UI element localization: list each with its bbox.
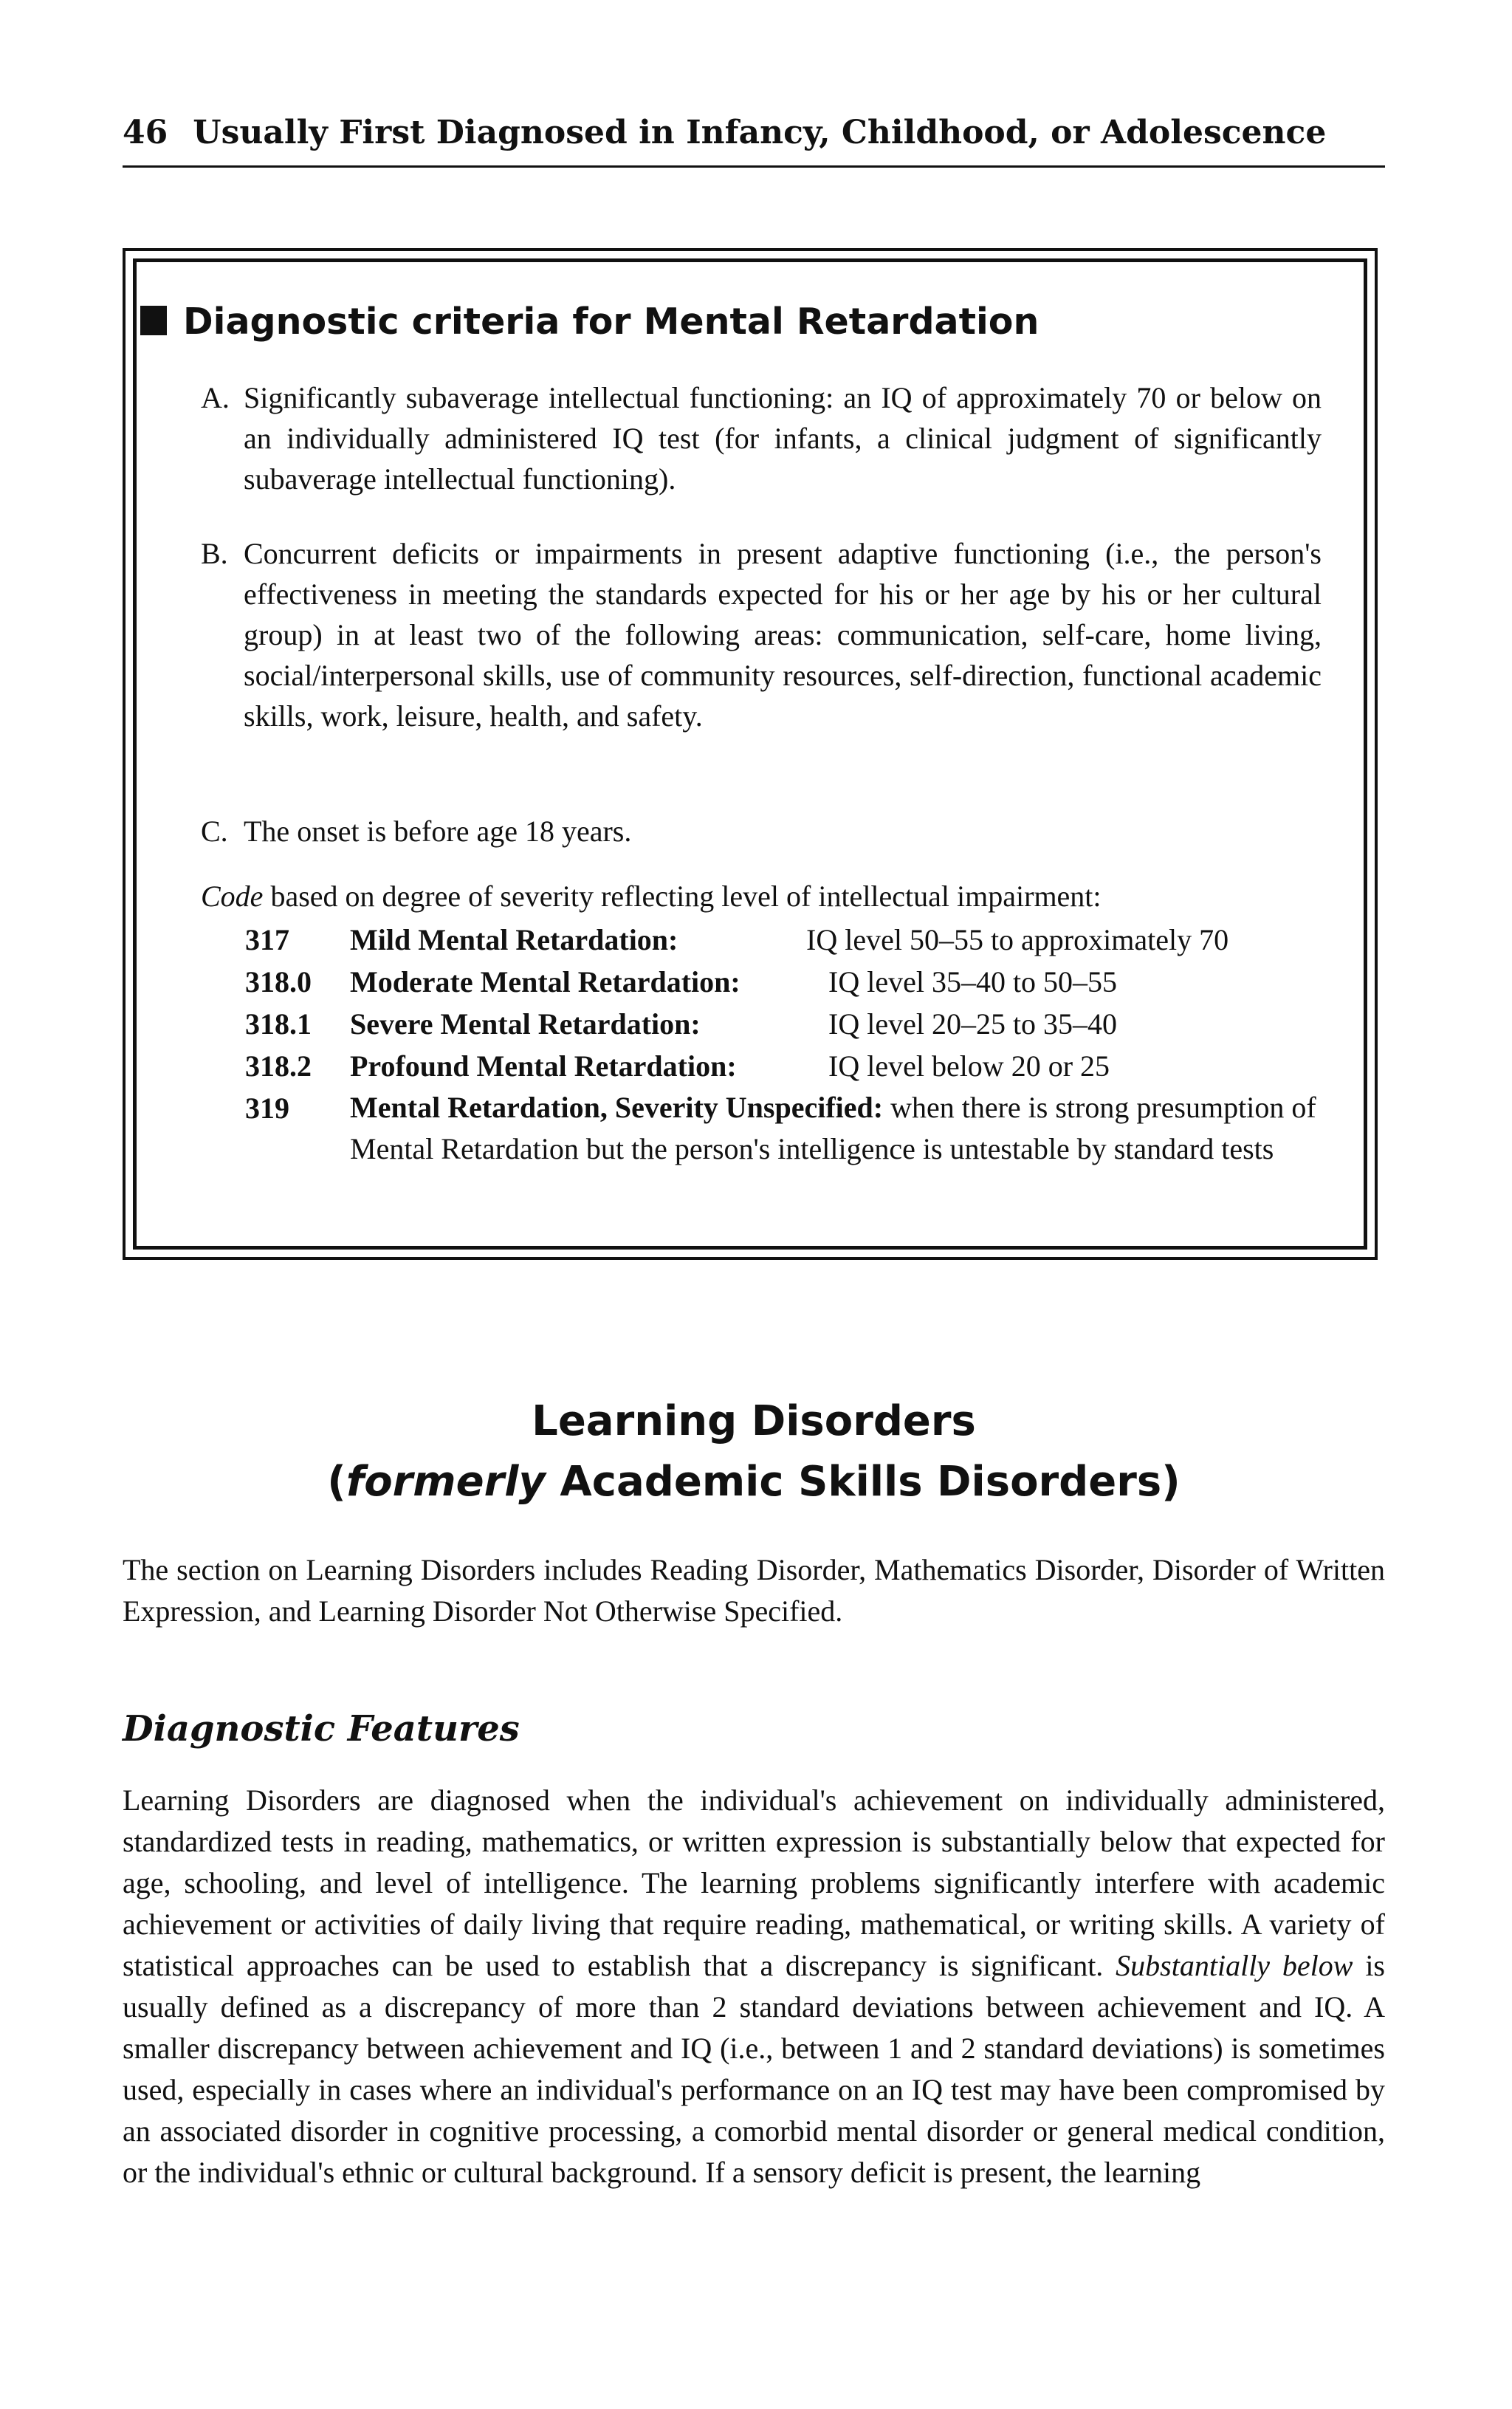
diagnosis-code: 319 (245, 1092, 289, 1125)
criterion-text: Concurrent deficits or impairments in present adaptive functioning (i.e., the person's effectiveness in meeting the standards expected for his or her age by his or her cultural group) in at least two of the following areas: communication, self-care, home living, social/interpersonal skills, use of community resources, self-direction, functional academic skills, work, leisure, health, and safety. (244, 537, 1322, 733)
criteria-box-title (183, 295, 1039, 349)
section-heading-line1: Learning Disorders (532, 1397, 976, 1445)
diagnosis-description: IQ level 35–40 to 50–55 (828, 965, 1118, 998)
page-number: 46 (123, 114, 168, 151)
diagnosis-label: Mental Retardation, Severity Unspecified: (350, 1091, 884, 1124)
diagnosis-label: Severe Mental Retardation: (350, 1007, 701, 1041)
running-header-title: Usually First Diagnosed in Infancy, Childhood, or Adolescence (193, 114, 1327, 151)
heading-rest: Academic Skills Disorders) (545, 1458, 1181, 1506)
diagnosis-description: IQ level below 20 or 25 (828, 1049, 1110, 1083)
diagnosis-label: Moderate Mental Retardation: (350, 965, 740, 998)
running-header (123, 109, 1385, 157)
paragraph-part-1: Learning Disorders are diagnosed when the individual's achievement on individually administered, standardized tests in reading, mathematics, or written expression is substantially below that expected for age, schooling, and level of intelligence. The learning problems significantly interfere with academic achievement or activities of daily living that require reading, mathematical, or writing skills. A variety of statistical approaches can be used to establish that a discrepancy is significant. (123, 1783, 1385, 1982)
criterion-c (201, 811, 1322, 851)
criterion-a (201, 377, 1322, 499)
square-bullet-icon (140, 306, 167, 335)
code-note-code-word: Code (201, 880, 264, 913)
criteria-box-title-text: Diagnostic criteria for Mental Retardation (183, 301, 1040, 343)
diagnosis-description: IQ level 20–25 to 35–40 (828, 1007, 1118, 1041)
section-heading (123, 1391, 1385, 1512)
diagnosis-label: Profound Mental Retardation: (350, 1049, 737, 1083)
section-intro: The section on Learning Disorders includes Reading Disorder, Mathematics Disorder, Disorder of Written Expression, and Learning Disorder Not Otherwise Specified. (123, 1553, 1385, 1628)
subheading-diagnostic-features: Diagnostic Features (123, 1708, 520, 1750)
paragraph-part-2: is usually defined as a discrepancy of more than 2 standard deviations between achievement and IQ. A smaller discrepancy between achievement and IQ (i.e., between 1 and 2 standard deviations) is sometimes used, especially in cases where an individual's performance on an IQ test may have been compromised by an associated disorder in cognitive processing, a comorbid mental disorder or general medical condition, or the individual's ethnic or cultural background. If a sensory deficit is present, the learning (123, 1949, 1386, 2189)
section-heading-line2 (123, 1452, 1385, 1512)
criterion-letter: B. (201, 537, 228, 570)
criterion-letter: C. (201, 815, 228, 848)
header-rule (123, 165, 1385, 168)
diagnosis-description: IQ level 50–55 to approximately 70 (806, 923, 1229, 956)
code-note (201, 876, 1353, 916)
diagnosis-code: 318.0 (245, 965, 312, 998)
diagnosis-label: Mild Mental Retardation: (350, 923, 678, 956)
criterion-text: The onset is before age 18 years. (244, 815, 632, 848)
paragraph-emphasis: Substantially below (1116, 1949, 1353, 1982)
diagnosis-code: 317 (245, 923, 289, 956)
criterion-b (201, 533, 1322, 736)
diagnosis-description: when there is strong presumption of Mental Retardation but the person's intelligence is untestable by standard tests (350, 1091, 1316, 1165)
diagnosis-code: 318.1 (245, 1007, 312, 1041)
diagnosis-code: 318.2 (245, 1049, 312, 1083)
diagnostic-features-paragraph (123, 1780, 1385, 2193)
diagnosis-entry (350, 1087, 1322, 1170)
criterion-text: Significantly subaverage intellectual functioning: an IQ of approximately 70 or below on an individually administered IQ test (for infants, a clinical judgment of significantly subaverage intellectual functioning). (244, 381, 1322, 496)
code-note-text: based on degree of severity reflecting level of intellectual impairment: (263, 880, 1102, 913)
criterion-letter: A. (201, 381, 230, 414)
heading-formerly: formerly (346, 1458, 546, 1506)
heading-open-paren: ( (327, 1458, 346, 1506)
